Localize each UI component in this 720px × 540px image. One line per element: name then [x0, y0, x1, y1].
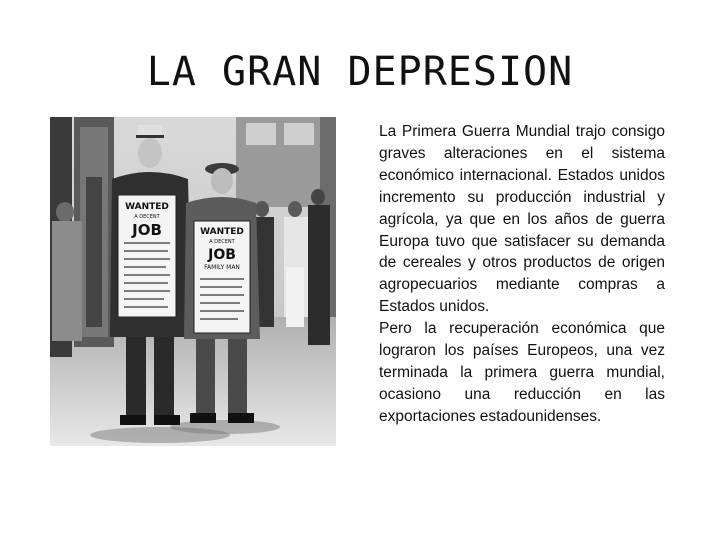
slide-title: LA GRAN DEPRESION	[146, 49, 574, 95]
sign-left-line-2: A DECENT	[134, 214, 160, 220]
paragraph-2: Pero la recuperación económica que lograron los países Europeos, una vez terminada la primera guerra mundial, ocasiono una reducción en las exportaciones estadounidenses.	[379, 320, 665, 425]
paragraph-1: La Primera Guerra Mundial trajo consigo graves alteraciones en el sistema económico internacional. Estados unidos incremento su producción industrial y agrícola, ya que en los años de guerra Europa tuvo que satisfacer su demanda de cereales y otros productos de origen agropecuarios mediante compras a Estados unidos.	[379, 123, 665, 316]
slide-body-text	[379, 121, 665, 428]
sign-right-line-4: FAMILY MAN	[204, 264, 240, 271]
sign-left-line-3: JOB	[132, 221, 162, 239]
sign-right-line-1: WANTED	[200, 227, 244, 237]
sign-left-line-1: WANTED	[125, 202, 169, 212]
depression-era-photo	[50, 117, 336, 446]
sign-right-line-2: A DECENT	[209, 239, 235, 245]
sign-right-line-3: JOB	[208, 247, 236, 263]
